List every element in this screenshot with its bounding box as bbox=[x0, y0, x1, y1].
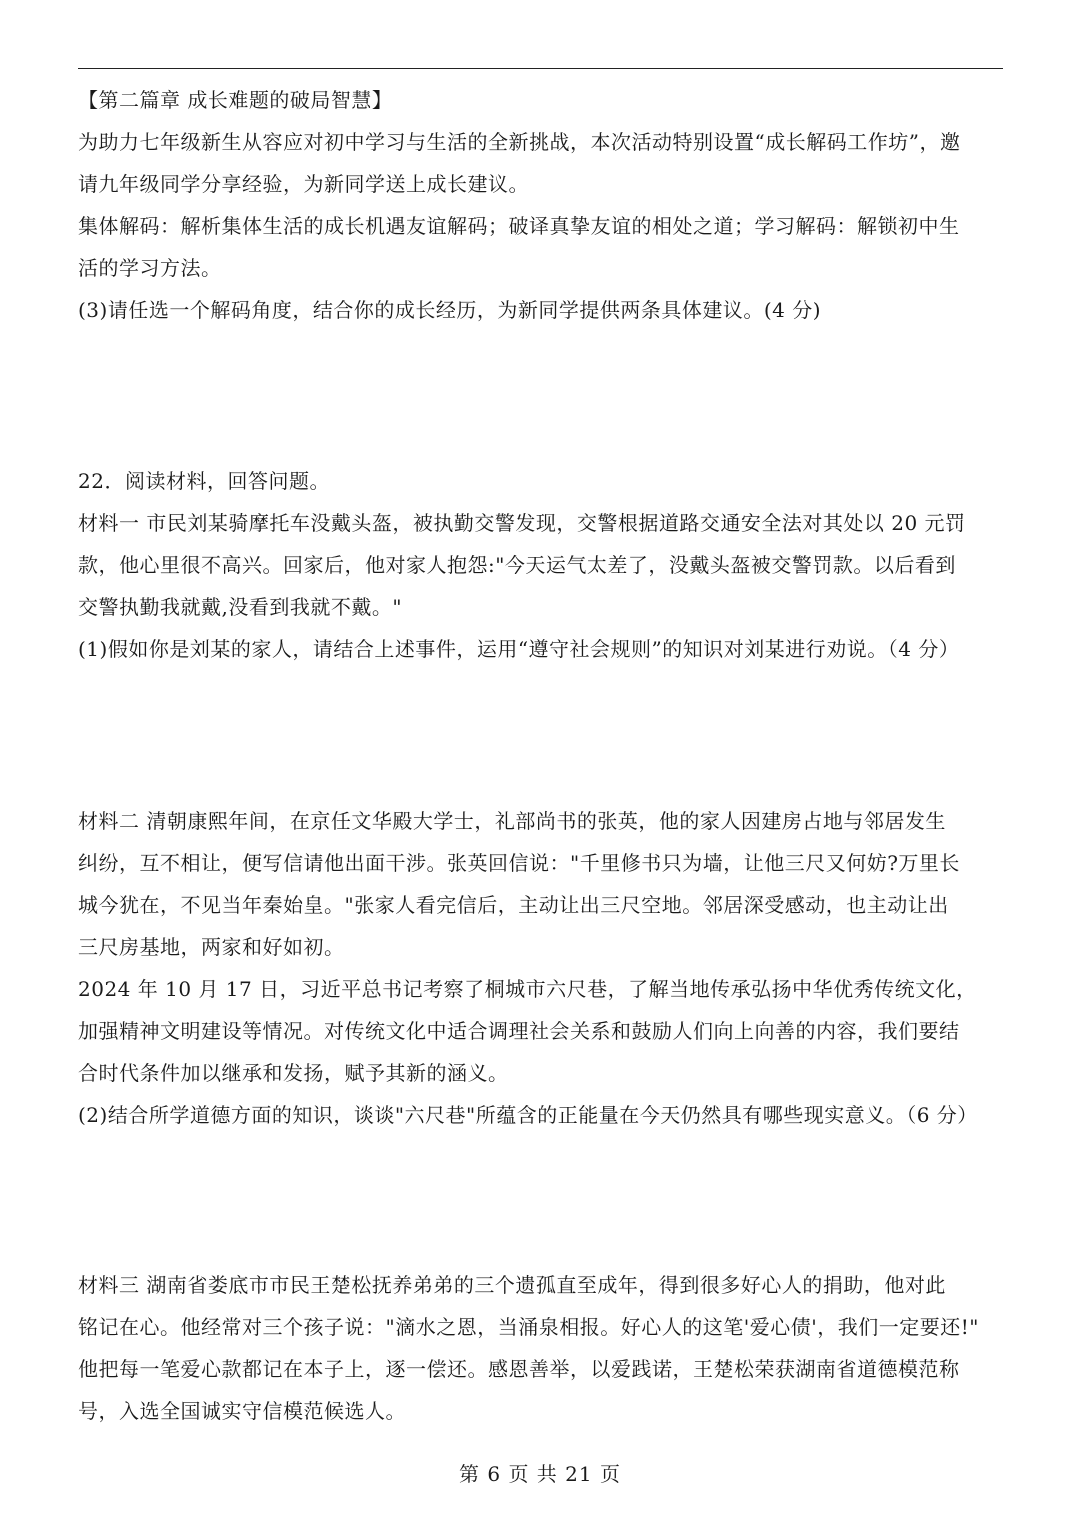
material-2-line-1: 材料二 清朝康熙年间，在京任文华殿大学士，礼部尚书的张英，他的家人因建房占地与邻居发生 bbox=[78, 809, 946, 833]
section-title: 【第二篇章 成长难题的破局智慧】 bbox=[78, 88, 393, 112]
material-2-line-2: 纠纷，互不相让，便写信请他出面干涉。张英回信说："千里修书只为墙，让他三尺又何妨?万里长 bbox=[78, 851, 960, 875]
material-3-line-2: 铭记在心。他经常对三个孩子说："滴水之恩，当涌泉相报。好心人的这笔'爱心债'，我们一定要还!" bbox=[78, 1315, 979, 1339]
material-2-line-7: 合时代条件加以继承和发扬，赋予其新的涵义。 bbox=[78, 1061, 509, 1085]
material-1-line-3: 交警执勤我就戴,没看到我就不戴。" bbox=[78, 595, 403, 619]
material-2-line-6: 加强精神文明建设等情况。对传统文化中适合调理社会关系和鼓励人们向上向善的内容，我们要结 bbox=[78, 1019, 960, 1043]
material-2-line-3: 城今犹在，不见当年秦始皇。"张家人看完信后，主动让出三尺空地。邻居深受感动，也主动让出 bbox=[78, 893, 949, 917]
decode-options-line-1: 集体解码：解析集体生活的成长机遇友谊解码；破译真挚友谊的相处之道；学习解码：解锁初中生 bbox=[78, 214, 960, 238]
question-22-1: (1)假如你是刘某的家人，请结合上述事件，运用“遵守社会规则”的知识对刘某进行劝说。（4 分） bbox=[78, 637, 960, 661]
material-3-line-1: 材料三 湖南省娄底市市民王楚松抚养弟弟的三个遗孤直至成年，得到很多好心人的捐助，他对此 bbox=[78, 1273, 946, 1297]
section-intro-line-1: 为助力七年级新生从容应对初中学习与生活的全新挑战，本次活动特别设置“成长解码工作坊”，邀 bbox=[78, 130, 961, 154]
material-2-line-5: 2024 年 10 月 17 日，习近平总书记考察了桐城市六尺巷，了解当地传承弘扬中华优秀传统文化， bbox=[78, 977, 977, 1001]
material-3-line-4: 号，入选全国诚实守信模范候选人。 bbox=[78, 1399, 406, 1423]
material-1-line-2: 款，他心里很不高兴。回家后，他对家人抱怨:"今天运气太差了，没戴头盔被交警罚款。以后看到 bbox=[78, 553, 956, 577]
material-3-line-3: 他把每一笔爱心款都记在本子上，逐一偿还。感恩善举，以爱践诺，王楚松荣获湖南省道德模范称 bbox=[78, 1357, 960, 1381]
section-intro-line-2: 请九年级同学分享经验，为新同学送上成长建议。 bbox=[78, 172, 529, 196]
material-1-line-1: 材料一 市民刘某骑摩托车没戴头盔，被执勤交警发现，交警根据道路交通安全法对其处以 20 元罚 bbox=[78, 511, 966, 535]
page-number-footer: 第 6 页 共 21 页 bbox=[459, 1462, 621, 1486]
material-2-line-4: 三尺房基地，两家和好如初。 bbox=[78, 935, 345, 959]
question-22-header: 22．阅读材料，回答问题。 bbox=[78, 469, 330, 493]
decode-options-line-2: 活的学习方法。 bbox=[78, 256, 222, 280]
header-rule bbox=[78, 68, 1003, 69]
question-21-3: (3)请任选一个解码角度，结合你的成长经历，为新同学提供两条具体建议。(4 分) bbox=[78, 298, 822, 322]
question-22-2: (2)结合所学道德方面的知识，谈谈"六尺巷"所蕴含的正能量在今天仍然具有哪些现实意义。（6 分） bbox=[78, 1103, 978, 1127]
